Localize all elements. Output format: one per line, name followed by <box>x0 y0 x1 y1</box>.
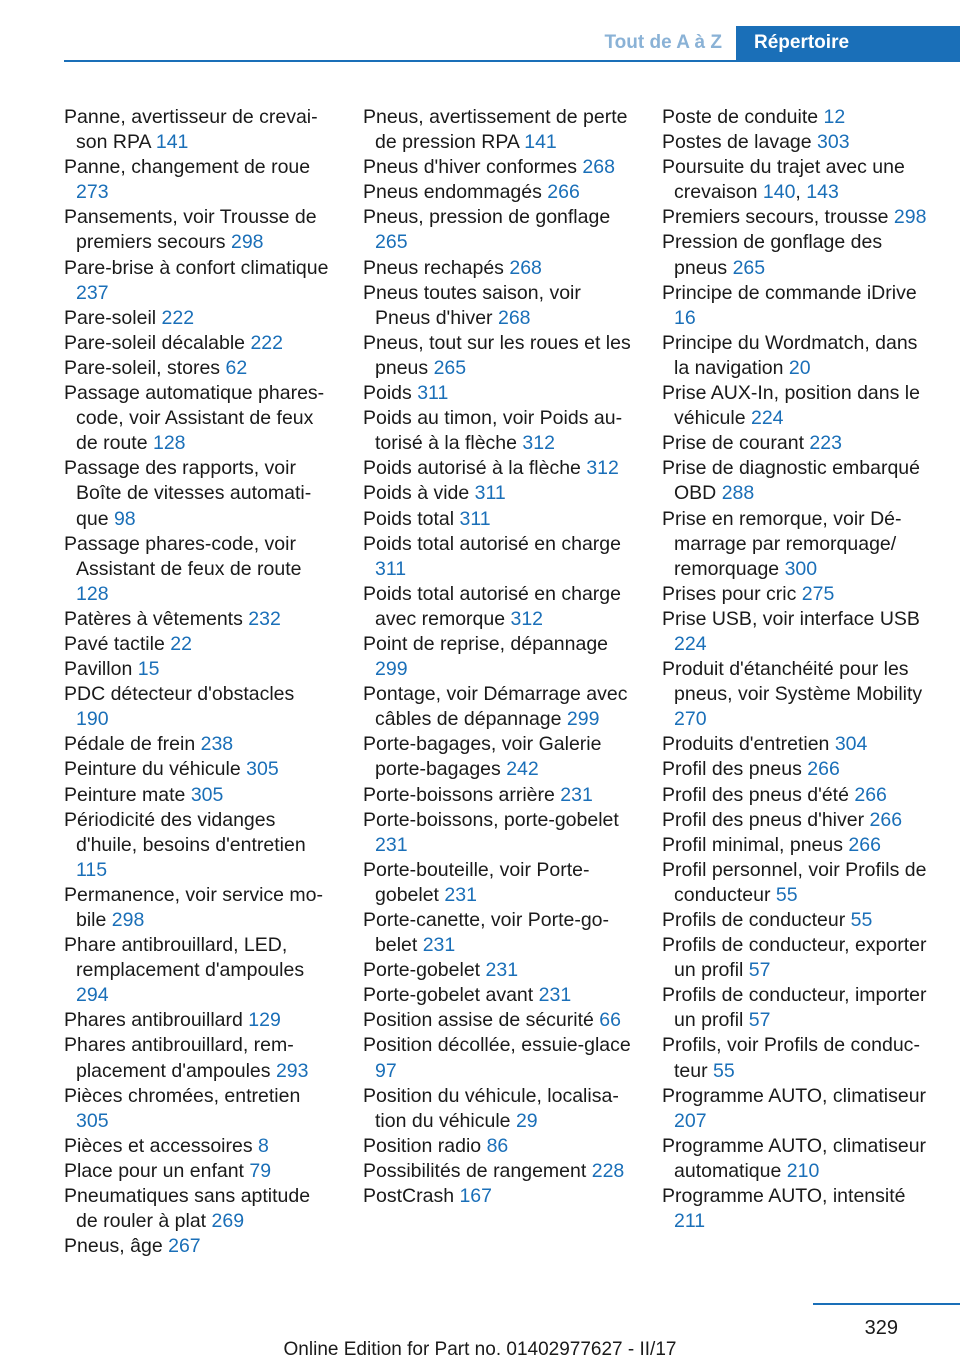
index-entry <box>662 833 930 858</box>
index-entry <box>662 757 930 782</box>
entry-text: Pneus, tout sur les roues et les pneus <box>363 331 631 379</box>
index-column-2 <box>363 105 631 1209</box>
index-entry <box>64 306 332 331</box>
entry-text: Profils de conducteur <box>662 909 851 931</box>
active-tab-index[interactable]: Répertoire <box>736 26 960 60</box>
index-entry <box>363 331 631 381</box>
page-ref-link[interactable]: 305 <box>190 783 224 806</box>
entry-text: Prises pour cric <box>662 582 802 605</box>
index-entry <box>363 281 631 331</box>
index-entry <box>662 230 930 280</box>
page-ref-link[interactable]: 231 <box>560 783 593 806</box>
entry-text: Pression de gonflage des pneus <box>662 231 883 279</box>
entry-text: PostCrash <box>363 1185 460 1208</box>
entry-text: Poids autorisé à la flèche <box>363 457 587 480</box>
entry-text: Panne, changement de roue <box>64 156 311 179</box>
entry-text: Porte-canette, voir Porte-gobelet <box>363 909 610 957</box>
entry-text: Porte-gobelet <box>363 959 486 982</box>
page-ref-link[interactable]: 12 <box>823 106 846 128</box>
entry-text: Produits d'entretien <box>662 733 835 756</box>
entry-text: Position du véhicule, localisation du véhicule <box>363 1084 619 1132</box>
index-entry <box>64 456 332 531</box>
index-entry <box>363 1084 631 1134</box>
index-entry <box>363 783 631 808</box>
page-ref-link[interactable]: 298 <box>230 231 264 254</box>
page-number: 329 <box>864 1317 898 1339</box>
page-ref-link[interactable]: 300 <box>784 557 818 580</box>
entry-text: Profils de conducteur, exporter un profil <box>662 934 927 982</box>
entry-text: Pneus rechapés <box>363 256 510 279</box>
page-ref-link[interactable]: 98 <box>113 507 136 530</box>
index-entry <box>662 933 930 983</box>
entry-text: Porte-boissons, porte-gobelet <box>363 808 619 831</box>
page-ref-link[interactable]: 298 <box>893 206 927 229</box>
entry-text: Profil des pneus d'été <box>662 783 855 806</box>
entry-text: Pédale de frein <box>64 733 201 756</box>
entry-text: Pneus endommagés <box>363 181 548 204</box>
page-ref-link[interactable]: 22 <box>170 632 192 655</box>
page-ref-link[interactable]: 55 <box>850 909 873 931</box>
page-ref-link[interactable]: 270 <box>674 708 707 731</box>
page-ref-link[interactable]: 231 <box>485 959 519 982</box>
entry-text: Passage automatique phares-code, voir Assistant de feux de route <box>64 382 325 455</box>
index-entry <box>363 1184 631 1209</box>
entry-text: Pneumatiques sans aptitude de rouler à plat <box>64 1185 311 1233</box>
index-entry <box>363 1033 631 1083</box>
entry-text: Point de reprise, dépannage <box>363 632 609 655</box>
page-ref-link[interactable]: 312 <box>510 607 544 630</box>
index-entry <box>363 105 631 155</box>
page-ref-link[interactable]: 288 <box>721 482 755 505</box>
entry-text: Pare-soleil <box>64 306 162 329</box>
entry-text: Prise AUX-In, position dans le véhicule <box>662 382 920 430</box>
page-ref-link[interactable]: 222 <box>250 331 283 354</box>
index-entry <box>64 933 332 1008</box>
page-ref-link[interactable]: 20 <box>788 356 811 379</box>
index-entry <box>64 155 332 205</box>
index-entry <box>363 155 631 180</box>
page-ref-link[interactable]: 266 <box>848 833 881 856</box>
page-ref-link[interactable]: 293 <box>275 1059 309 1082</box>
page-ref-link[interactable]: 268 <box>582 156 615 179</box>
index-entry <box>662 105 930 130</box>
entry-text: Poids total autorisé en charge avec remorque <box>363 582 621 630</box>
entry-text: Pavé tactile <box>64 632 171 655</box>
page-ref-link[interactable]: 232 <box>248 607 281 630</box>
page-ref-link[interactable]: 167 <box>459 1185 492 1208</box>
index-entry <box>363 1008 631 1033</box>
entry-text: Place pour un enfant <box>64 1159 250 1182</box>
page-ref-link[interactable]: 231 <box>538 984 572 1007</box>
page-ref-link[interactable]: 312 <box>522 432 555 455</box>
index-entry <box>64 883 332 933</box>
page-ref-link[interactable]: 224 <box>674 632 707 655</box>
entry-text: Pneus, âge <box>64 1235 169 1258</box>
index-entry <box>64 1008 332 1033</box>
header-rule <box>64 60 960 62</box>
index-entry <box>363 582 631 632</box>
entry-text: Prise USB, voir interface USB <box>662 607 920 630</box>
index-entry <box>64 1184 332 1234</box>
page-ref-link[interactable]: 222 <box>161 306 195 329</box>
page-ref-link[interactable]: 299 <box>566 708 600 731</box>
entry-text: Permanence, voir service mobile <box>64 883 324 931</box>
page-ref-link[interactable]: 16 <box>674 306 696 329</box>
entry-text: Profil personnel, voir Profils de conducteur <box>662 858 927 906</box>
entry-text: Programme AUTO, intensité <box>662 1185 906 1208</box>
page-ref-link[interactable]: 129 <box>248 1009 281 1032</box>
page-ref-link[interactable]: 141 <box>155 131 189 154</box>
index-entry <box>662 1084 930 1134</box>
index-entry <box>64 105 332 155</box>
page-ref-link[interactable]: 207 <box>674 1109 707 1132</box>
entry-text: Pare-brise à confort climatique <box>64 256 329 279</box>
page-ref-link[interactable]: 267 <box>168 1235 201 1258</box>
page-ref-link[interactable]: 211 <box>674 1210 706 1233</box>
page-ref-link[interactable]: 140 <box>762 181 796 204</box>
index-entry <box>64 808 332 883</box>
index-entry <box>662 456 930 506</box>
entry-text: Prise de diagnostic embarqué OBD <box>662 457 920 505</box>
entry-text: Principe de commande iDrive <box>662 281 917 304</box>
index-entry <box>363 456 631 481</box>
entry-text: Pavillon <box>64 658 138 681</box>
entry-text: Porte-gobelet avant <box>363 984 539 1007</box>
page-ref-link[interactable]: 79 <box>249 1159 272 1182</box>
entry-text: Position radio <box>363 1134 487 1157</box>
index-entry <box>662 507 930 582</box>
index-entry <box>363 180 631 205</box>
page-ref-link[interactable]: 66 <box>599 1009 621 1032</box>
index-entry <box>64 1033 332 1083</box>
section-tab[interactable]: Tout de A à Z <box>604 32 722 53</box>
page-ref-link[interactable]: 115 <box>76 858 108 881</box>
index-entry <box>64 1084 332 1134</box>
page-ref-link[interactable]: 128 <box>152 432 186 455</box>
index-entry <box>662 732 930 757</box>
entry-text: , <box>795 181 807 204</box>
entry-text: Profils, voir Profils de conducteur <box>662 1034 920 1082</box>
entry-text: Pneus, pression de gonflage <box>363 206 611 229</box>
entry-text: Poursuite du trajet avec une crevaison <box>662 156 905 204</box>
index-entry <box>64 607 332 632</box>
entry-text: Pare-soleil décalable <box>64 331 251 354</box>
page-ref-link[interactable]: 190 <box>76 708 109 731</box>
footer-rule <box>813 1303 960 1305</box>
index-entry <box>662 908 930 933</box>
entry-text: Phares antibrouillard <box>64 1009 249 1032</box>
index-entry <box>64 757 332 782</box>
page-ref-link[interactable]: 299 <box>375 658 408 681</box>
page-ref-link[interactable]: 311 <box>417 382 449 405</box>
entry-text: Profil des pneus d'hiver <box>662 808 870 831</box>
index-entry <box>64 331 332 356</box>
page-ref-link[interactable]: 231 <box>422 934 456 957</box>
entry-text: Panne, avertisseur de crevaison RPA <box>64 106 318 154</box>
index-entry <box>662 582 930 607</box>
index-entry <box>363 908 631 958</box>
index-entry <box>363 858 631 908</box>
index-entry <box>64 1159 332 1184</box>
page-ref-link[interactable]: 311 <box>375 557 407 580</box>
page-ref-link[interactable]: 265 <box>732 256 766 279</box>
entry-text: Poids à vide <box>363 482 475 505</box>
page-ref-link[interactable]: 210 <box>786 1159 820 1182</box>
entry-text: Poids <box>363 382 418 405</box>
entry-text: Passage des rapports, voir Boîte de vitesses automatique <box>64 457 312 530</box>
page-ref-link[interactable]: 298 <box>111 909 145 931</box>
entry-text: PDC détecteur d'obstacles <box>64 683 295 706</box>
entry-text: Position décollée, essuie-glace <box>363 1034 631 1057</box>
index-entry <box>662 205 930 230</box>
index-entry <box>363 406 631 456</box>
entry-text: Pneus d'hiver conformes <box>363 156 583 179</box>
entry-text: Peinture du véhicule <box>64 758 247 781</box>
page-ref-link[interactable]: 143 <box>806 181 839 204</box>
index-entry <box>662 607 930 657</box>
edition-footer: Online Edition for Part no. 01402977627 - II/17 <box>283 1339 677 1360</box>
page-ref-link[interactable]: 57 <box>748 959 771 982</box>
page-ref-link[interactable]: 128 <box>76 582 109 605</box>
page-ref-link[interactable]: 266 <box>869 808 903 831</box>
index-entry <box>64 657 332 682</box>
page-ref-link[interactable]: 97 <box>375 1059 397 1082</box>
entry-text: Phares antibrouillard, remplacement d'ampoules <box>64 1034 294 1082</box>
entry-text: Pneus, avertissement de perte de pression RPA <box>363 106 628 154</box>
page-ref-link[interactable]: 141 <box>524 131 557 154</box>
index-entry <box>662 331 930 381</box>
index-entry <box>662 1134 930 1184</box>
page-ref-link[interactable]: 303 <box>817 131 850 154</box>
page-ref-link[interactable]: 29 <box>515 1109 538 1132</box>
index-entry <box>662 431 930 456</box>
index-entry <box>363 256 631 281</box>
index-entry <box>64 381 332 456</box>
index-entry <box>662 281 930 331</box>
page-ref-link[interactable]: 304 <box>834 733 868 756</box>
entry-text: Porte-bouteille, voir Porte-gobelet <box>363 858 590 906</box>
page-ref-link[interactable]: 238 <box>200 733 234 756</box>
page-ref-link[interactable]: 231 <box>375 833 408 856</box>
index-entry <box>363 682 631 732</box>
page-ref-link[interactable]: 57 <box>748 1009 771 1032</box>
entry-text: Poids total <box>363 507 460 530</box>
entry-text: Possibilités de rangement <box>363 1159 592 1182</box>
page-ref-link[interactable]: 62 <box>225 356 248 379</box>
entry-text: Pneus toutes saison, voir Pneus d'hiver <box>363 281 581 329</box>
page-ref-link[interactable]: 269 <box>211 1210 245 1233</box>
page-ref-link[interactable]: 265 <box>433 356 467 379</box>
index-entry <box>363 1159 631 1184</box>
index-entry <box>662 381 930 431</box>
index-entry <box>64 256 332 306</box>
page-ref-link[interactable]: 15 <box>137 658 160 681</box>
entry-text: Poste de conduite <box>662 106 824 128</box>
entry-text: Produit d'étanchéité pour les pneus, voir Système Mobility <box>662 658 923 706</box>
page-ref-link[interactable]: 266 <box>854 783 887 806</box>
index-entry <box>662 657 930 732</box>
index-entry <box>64 783 332 808</box>
index-entry <box>363 507 631 532</box>
index-entry <box>662 808 930 833</box>
index-entry <box>64 1134 332 1159</box>
entry-text: Phare antibrouillard, LED, remplacement d'ampoules <box>64 934 305 982</box>
entry-text: Pièces et accessoires <box>64 1134 259 1157</box>
entry-text: Poids au timon, voir Poids autorisé à la flèche <box>363 407 623 455</box>
entry-text: Passage phares-code, voir Assistant de feux de route <box>64 532 302 580</box>
entry-text: Pare-soleil, stores <box>64 356 226 379</box>
page-ref-link[interactable]: 311 <box>459 507 491 530</box>
entry-text: Postes de lavage <box>662 131 818 154</box>
entry-text: Prise en remorque, voir Démarrage par remorquage/ remorquage <box>662 507 902 580</box>
page-ref-link[interactable]: 273 <box>76 181 109 204</box>
page-ref-link[interactable]: 231 <box>444 883 477 906</box>
entry-text: Pansements, voir Trousse de premiers secours <box>64 206 317 254</box>
index-entry <box>363 732 631 782</box>
entry-text: Premiers secours, trousse <box>662 206 894 229</box>
index-entry <box>64 356 332 381</box>
entry-text: Programme AUTO, climatiseur <box>662 1084 927 1107</box>
index-entry <box>363 532 631 582</box>
index-entry <box>363 1134 631 1159</box>
index-entry <box>363 808 631 858</box>
page-ref-link[interactable]: 268 <box>509 256 542 279</box>
page-ref-link[interactable]: 305 <box>76 1109 109 1132</box>
page-ref-link[interactable]: 266 <box>547 181 580 204</box>
entry-text: Patères à vêtements <box>64 607 249 630</box>
entry-text: Prise de courant <box>662 432 810 455</box>
entry-text: Pontage, voir Démarrage avec câbles de dépannage <box>363 683 628 731</box>
page-ref-link[interactable]: 242 <box>506 758 539 781</box>
index-entry <box>64 682 332 732</box>
page-ref-link[interactable]: 223 <box>809 432 842 455</box>
page-ref-link[interactable]: 312 <box>586 457 619 480</box>
page-ref-link[interactable]: 8 <box>258 1134 269 1157</box>
page-ref-link[interactable]: 55 <box>713 1059 735 1082</box>
index-entry <box>64 532 332 607</box>
entry-text: Porte-boissons arrière <box>363 783 561 806</box>
page-ref-link[interactable]: 224 <box>750 407 784 430</box>
entry-text: Position assise de sécurité <box>363 1009 600 1032</box>
page-ref-link[interactable]: 265 <box>375 231 408 254</box>
index-entry <box>363 958 631 983</box>
page-ref-link[interactable]: 268 <box>497 306 531 329</box>
index-entry <box>662 983 930 1033</box>
page-ref-link[interactable]: 237 <box>76 281 109 304</box>
entry-text: Pièces chromées, entretien <box>64 1084 301 1107</box>
page-ref-link[interactable]: 275 <box>801 582 835 605</box>
index-column-3 <box>662 105 930 1234</box>
page-ref-link[interactable]: 311 <box>474 482 506 505</box>
page-ref-link[interactable]: 86 <box>486 1134 509 1157</box>
index-entry <box>662 155 930 205</box>
header-bar <box>64 26 960 62</box>
index-entry <box>363 381 631 406</box>
entry-text: Peinture mate <box>64 783 191 806</box>
entry-text: Principe du Wordmatch, dans la navigation <box>662 331 918 379</box>
index-column-1 <box>64 105 332 1259</box>
index-entry <box>363 632 631 682</box>
page-ref-link[interactable]: 266 <box>807 758 840 781</box>
index-entry <box>662 858 930 908</box>
index-entry <box>662 1033 930 1083</box>
index-entry <box>363 205 631 255</box>
index-entry <box>64 205 332 255</box>
index-entry <box>662 130 930 155</box>
page-ref-link[interactable]: 228 <box>591 1159 625 1182</box>
index-entry <box>64 632 332 657</box>
entry-text: Périodicité des vidanges d'huile, besoins d'entretien <box>64 808 306 856</box>
index-entry <box>64 1234 332 1259</box>
page-ref-link[interactable]: 305 <box>246 758 279 781</box>
entry-text: Profil des pneus <box>662 758 808 781</box>
index-entry <box>64 732 332 757</box>
index-entry <box>363 983 631 1008</box>
index-entry <box>662 783 930 808</box>
index-entry <box>363 481 631 506</box>
page-ref-link[interactable]: 294 <box>76 984 109 1007</box>
entry-text: Porte-bagages, voir Galerie porte-bagages <box>363 733 602 781</box>
entry-text: Profils de conducteur, importer un profil <box>662 984 927 1032</box>
entry-text: Poids total autorisé en charge <box>363 532 621 555</box>
entry-text: Profil minimal, pneus <box>662 833 849 856</box>
entry-text: Programme AUTO, climatiseur automatique <box>662 1134 927 1182</box>
page-ref-link[interactable]: 55 <box>775 883 798 906</box>
index-entry <box>662 1184 930 1234</box>
